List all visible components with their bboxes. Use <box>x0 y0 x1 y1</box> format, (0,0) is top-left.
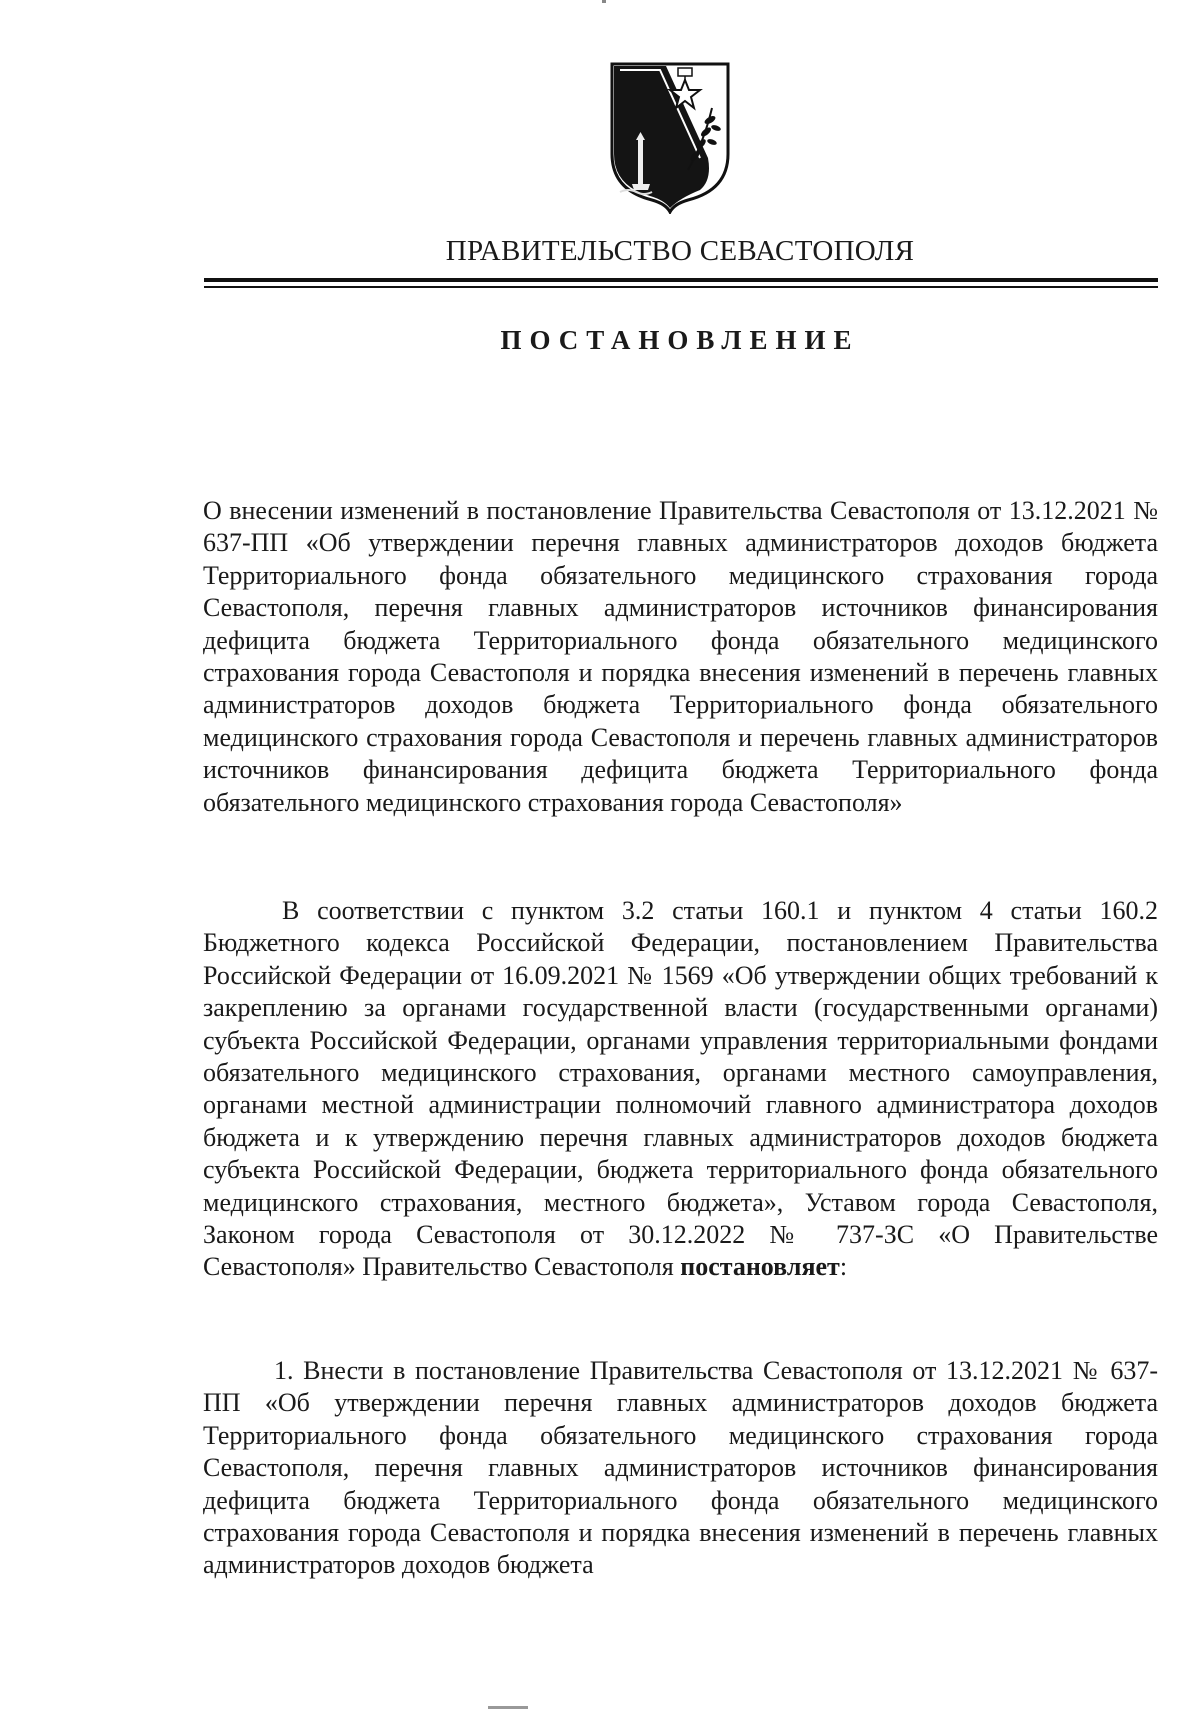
organization-name: ПРАВИТЕЛЬСТВО СЕВАСТОПОЛЯ <box>445 235 915 267</box>
scan-mark <box>602 0 606 3</box>
scan-mark <box>488 1706 528 1709</box>
item-1-paragraph <box>203 1355 1158 1582</box>
document-title <box>203 495 1158 819</box>
sevastopol-coat-of-arms-icon <box>608 62 732 214</box>
document-type-heading: ПОСТАНОВЛЕНИЕ <box>500 325 860 355</box>
document-title-text: О внесении изменений в постановление Правительства Севастополя от 13.12.2021 № 637-ПП «Об утверждении перечня главных администраторов доходов бюджета Территориального фонда обязательного медицинского страхования города Севастополя, перечня главных администраторов источников финансирования дефицита бюджета Территориального фонда обязательного медицинского страхования города Севастополя и порядка внесения изменений в перечень главных администраторов доходов бюджета Территориального фонда обязательного медицинского страхования города Севастополя и перечень главных администраторов источников финансирования дефицита бюджета Территориального фонда обязательного медицинского страхования города Севастополя» <box>203 496 1158 817</box>
decree-word: постановляет <box>680 1252 840 1282</box>
item-1-text: 1. Внести в постановление Правительства Севастополя от 13.12.2021 № 637-ПП «Об утверждении перечня главных администраторов доходов бюджета Территориального фонда обязательного медицинского страхования города Севастополя, перечня главных администраторов источников финансирования дефицита бюджета Территориального фонда обязательного медицинского страхования города Севастополя и порядка внесения изменений в перечень главных администраторов доходов бюджета <box>203 1356 1158 1580</box>
preamble-end: : <box>839 1252 848 1282</box>
preamble-paragraph <box>203 895 1158 1284</box>
preamble-text: В соответствии с пунктом 3.2 статьи 160.1 и пунктом 4 статьи 160.2 Бюджетного кодекса Российской Федерации, постановлением Правительства Российской Федерации от 16.09.2021 № 1569 «Об утверждении общих требований к закреплению за органами государственной власти (государственными органами) субъекта Российской Федерации, органами управления территориальными фондами обязательного медицинского страхования, органами местного самоуправления, органами местной администрации полномочий главного администратора доходов бюджета и к утверждению перечня главных администраторов доходов бюджета субъекта Российской Федерации, бюджета территориального фонда обязательного медицинского страхования, местного бюджета», Уставом города Севастополя, Законом города Севастополя от 30.12.2022 № 737-ЗС «О Правительстве Севастополя» Правительство Севастополя <box>203 896 1158 1282</box>
header-rule-thick <box>204 278 1158 282</box>
header-rule-thin <box>204 286 1158 288</box>
